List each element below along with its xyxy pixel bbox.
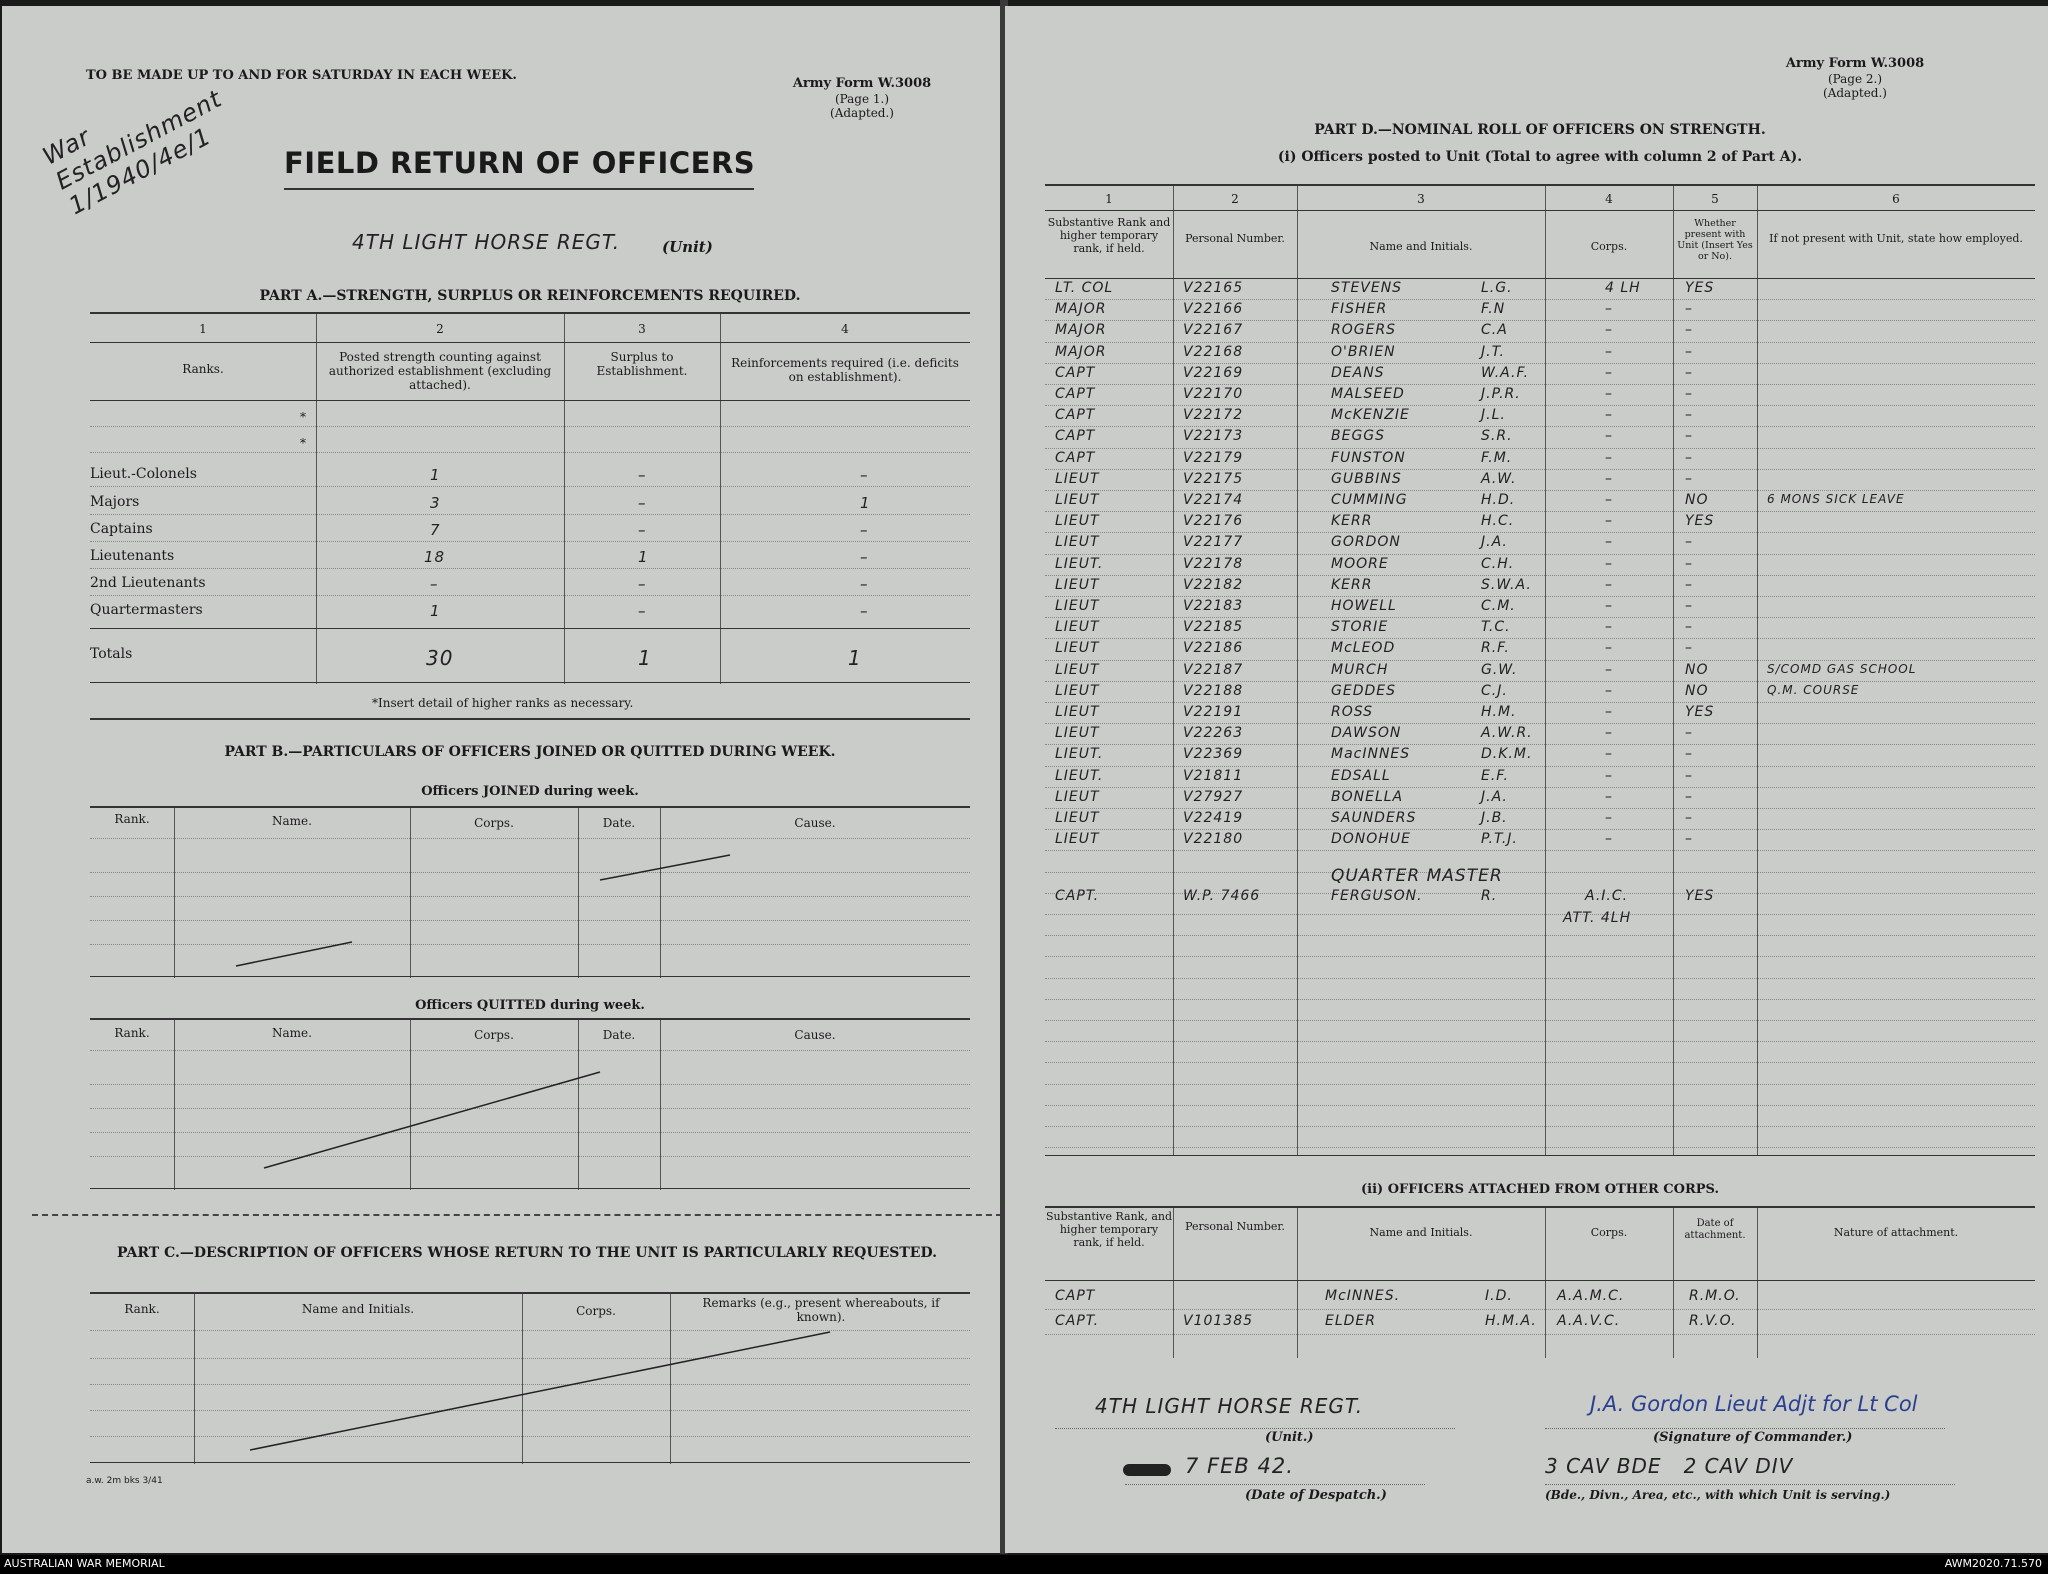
roll-present: – [1685, 364, 1693, 381]
roll-corps: – [1605, 322, 1613, 339]
roll-present: YES [1685, 888, 1715, 905]
form-adapted: (Adapted.) [1823, 86, 1887, 100]
roll-row [1045, 662, 2035, 683]
unit-name-handwritten: 4TH LIGHT HORSE REGT. [352, 230, 621, 254]
roll-row [1045, 280, 2035, 301]
roll-rank: CAPT [1055, 428, 1096, 445]
page-1 [2, 6, 1002, 1553]
roll-corps: – [1605, 619, 1613, 636]
col-number: 3 [638, 322, 646, 336]
roll-row [1045, 683, 2035, 704]
roll-body [1045, 278, 2035, 1156]
roll-row [1045, 598, 2035, 619]
roll-employed: S/COMD GAS SCHOOL [1767, 661, 1917, 676]
attached-body [1045, 1280, 2035, 1358]
roll-initials: R.F. [1481, 640, 1510, 657]
attached-rank: CAPT [1055, 1288, 1096, 1304]
roll-row [1045, 407, 2035, 428]
roll-initials: T.C. [1481, 619, 1511, 636]
roll-present: – [1685, 470, 1693, 487]
roll-number: V22168 [1183, 343, 1244, 360]
roll-corps: – [1605, 810, 1613, 826]
col-number: 1 [199, 322, 207, 336]
roll-rank: CAPT [1055, 407, 1096, 424]
roll-initials: J.T. [1481, 343, 1505, 360]
despatch-date-label: (Date of Despatch.) [1245, 1488, 1387, 1503]
roll-rank: LIEUT. [1055, 555, 1104, 572]
roll-number: V22177 [1183, 534, 1244, 551]
tear-line [32, 1214, 1002, 1216]
roll-initials: A.W. [1481, 470, 1517, 487]
roll-initials: J.A. [1481, 534, 1508, 551]
attached-name: ELDER [1325, 1313, 1376, 1329]
roll-present: NO [1685, 682, 1709, 699]
despatch-date-handwritten: 7 FEB 42. [1185, 1454, 1294, 1478]
roll-number: V22165 [1183, 280, 1244, 296]
roll-corps: – [1605, 746, 1613, 763]
margin-note: War Establishment 1/1940/4e/1 [38, 84, 227, 221]
roll-rank: CAPT. [1055, 888, 1100, 905]
roll-present: – [1685, 343, 1693, 360]
col-header-posted: Posted strength counting against authorized establishment (excluding attached). [328, 350, 552, 392]
col-number: 2 [436, 322, 444, 336]
roll-row [1045, 534, 2035, 555]
roll-corps: – [1605, 704, 1613, 720]
roll-name: GORDON [1331, 534, 1401, 551]
roll-employed: 6 MONS SICK LEAVE [1767, 492, 1905, 506]
roll-initials: C.J. [1481, 682, 1508, 699]
roll-initials: F.N [1481, 301, 1506, 318]
roll-rank: LIEUT [1055, 534, 1100, 551]
roll-number: V22369 [1183, 746, 1244, 763]
roll-row [1045, 301, 2035, 322]
roll-name: CUMMING [1331, 492, 1408, 508]
roll-present: – [1685, 301, 1693, 318]
cancel-stroke [90, 808, 970, 978]
roll-name: FISHER [1331, 301, 1388, 318]
roll-initials: F.M. [1481, 449, 1513, 466]
roll-initials: L.G. [1481, 280, 1513, 296]
attached-number: V101385 [1183, 1313, 1254, 1329]
joined-heading: Officers JOINED during week. [421, 784, 639, 799]
roll-row [1045, 386, 2035, 407]
roll-number: V22186 [1183, 640, 1244, 657]
roll-row [1045, 888, 2035, 909]
roll-present: NO [1685, 492, 1709, 508]
roll-number: V22263 [1183, 725, 1244, 742]
roll-corps: A.I.C. [1585, 888, 1629, 905]
col-header-ranks: Ranks. [182, 362, 224, 376]
roll-present: – [1685, 386, 1693, 402]
roll-row [1045, 428, 2035, 449]
roll-number: V22173 [1183, 428, 1244, 445]
unit-label: (Unit) [662, 238, 713, 256]
roll-initials: R. [1481, 888, 1498, 905]
roll-rank: LIEUT. [1055, 767, 1104, 784]
joined-table: Rank. Name. Corps. Date. Cause. [90, 806, 970, 978]
roll-rank: LIEUT. [1055, 746, 1104, 763]
roll-name: DONOHUE [1331, 831, 1411, 848]
page-2 [1005, 6, 2048, 1553]
roll-rank: CAPT [1055, 449, 1096, 466]
roll-rank: MAJOR [1055, 343, 1107, 360]
roll-name: MALSEED [1331, 386, 1405, 402]
part-a-row: Majors 3 – 1 [90, 494, 871, 512]
roll-present: – [1685, 788, 1693, 805]
roll-present: – [1685, 810, 1693, 826]
attached-corps: A.A.V.C. [1557, 1313, 1621, 1329]
roll-initials: C.H. [1481, 555, 1515, 572]
roll-number: V27927 [1183, 788, 1244, 805]
roll-rank: LIEUT [1055, 788, 1100, 805]
form-number: Army Form W.3008 [1785, 56, 1925, 71]
roll-name: KERR [1331, 576, 1373, 593]
roll-corps: – [1605, 449, 1613, 466]
attached-name: McINNES. [1325, 1288, 1401, 1304]
roll-corps: – [1605, 407, 1613, 424]
roll-row [1045, 492, 2035, 513]
roll-row [1045, 471, 2035, 492]
roll-row [1045, 577, 2035, 598]
col-number: 4 [841, 322, 849, 336]
roll-initials: W.A.F. [1481, 364, 1530, 381]
part-c-table: Rank. Name and Initials. Corps. Remarks (e.g., present whereabouts, if known). [90, 1292, 970, 1464]
attached-row [1045, 1288, 2035, 1309]
title-underline [284, 188, 754, 190]
roll-number: V22180 [1183, 831, 1244, 848]
roll-present: – [1685, 555, 1693, 572]
roll-row [1045, 725, 2035, 746]
roll-initials: P.T.J. [1481, 831, 1518, 848]
roll-rank: LIEUT [1055, 704, 1100, 720]
page-title: FIELD RETURN OF OFFICERS [284, 146, 756, 180]
roll-initials: G.W. [1481, 661, 1518, 678]
roll-number: V22419 [1183, 810, 1244, 826]
roll-initials: J.A. [1481, 788, 1508, 805]
part-a-totals: Totals 30 1 1 [90, 646, 862, 670]
roll-initials: D.K.M. [1481, 746, 1533, 763]
roll-row [1045, 619, 2035, 640]
roll-rank: MAJOR [1055, 301, 1107, 318]
roll-number: V21811 [1183, 767, 1244, 784]
roll-corps: – [1605, 576, 1613, 593]
roll-corps: – [1605, 513, 1613, 530]
attached-table: Substantive Rank, and higher temporary rank, if held. Personal Number. Name and Initials. Corps. Date of attachment. Nature of attachment. CAPT McINNES. I.D. A.A.M.C. R.M.O. CAPT. V101385 ELDER H.M.A. A.A.V.C. R.V.O. [1045, 1206, 2035, 1358]
roll-corps: – [1605, 788, 1613, 805]
top-instruction: TO BE MADE UP TO AND FOR SATURDAY IN EACH WEEK. [86, 68, 517, 83]
roll-number: V22178 [1183, 555, 1244, 572]
print-reference: a.w. 2m bks 3/41 [86, 1476, 163, 1486]
roll-present: YES [1685, 513, 1715, 530]
roll-employed: Q.M. COURSE [1767, 682, 1860, 697]
part-a-row: Captains 7 – – [90, 521, 869, 539]
roll-present: – [1685, 428, 1693, 445]
attached-initials: H.M.A. [1485, 1313, 1537, 1329]
roll-corps: – [1605, 598, 1613, 614]
roll-name: MacINNES [1331, 746, 1411, 763]
quitted-heading: Officers QUITTED during week. [415, 998, 645, 1013]
roll-corps: – [1605, 640, 1613, 657]
roll-initials: A.W.R. [1481, 725, 1533, 742]
asterisk: * [300, 410, 306, 424]
roll-rank: CAPT [1055, 386, 1096, 402]
roll-initials: E.F. [1481, 767, 1509, 784]
attached-nature: R.V.O. [1689, 1313, 1737, 1329]
attached-heading: (ii) OFFICERS ATTACHED FROM OTHER CORPS. [1360, 1182, 1719, 1197]
roll-present: – [1685, 767, 1693, 784]
roll-rank: LIEUT [1055, 810, 1100, 826]
roll-number: V22187 [1183, 661, 1244, 678]
roll-rank: LIEUT [1055, 492, 1100, 508]
roll-rank: LT. COL [1055, 280, 1114, 296]
form-page: (Page 2.) [1827, 72, 1883, 86]
roll-present: – [1685, 598, 1693, 614]
unit-label: (Unit.) [1265, 1430, 1314, 1445]
roll-initials: H.M. [1481, 704, 1517, 720]
roll-number: V22175 [1183, 470, 1244, 487]
roll-number: V22182 [1183, 576, 1244, 593]
roll-name: McKENZIE [1331, 407, 1410, 424]
quitted-table: Rank. Name. Corps. Date. Cause. [90, 1018, 970, 1190]
roll-corps: 4 LH [1605, 280, 1641, 296]
roll-rank: LIEUT [1055, 725, 1100, 742]
roll-initials: H.D. [1481, 492, 1516, 508]
form-page: (Page 1.) [834, 92, 890, 106]
roll-number: V22172 [1183, 407, 1244, 424]
roll-rank: LIEUT [1055, 831, 1100, 848]
part-a-heading: PART A.—STRENGTH, SURPLUS OR REINFORCEMENTS REQUIRED. [259, 288, 801, 304]
brigade-division-handwritten: 3 CAV BDE 2 CAV DIV [1545, 1454, 1794, 1478]
roll-number: V22185 [1183, 619, 1244, 636]
roll-corps: – [1605, 428, 1613, 445]
roll-corps: – [1605, 343, 1613, 360]
roll-rank: LIEUT [1055, 682, 1100, 699]
part-d-heading: PART D.—NOMINAL ROLL OF OFFICERS ON STRENGTH. [1314, 122, 1766, 138]
roll-name: GUBBINS [1331, 470, 1402, 487]
roll-name: DEANS [1331, 364, 1385, 381]
roll-name: GEDDES [1331, 682, 1396, 699]
attached-nature: R.M.O. [1689, 1288, 1741, 1304]
roll-rank: LIEUT [1055, 598, 1100, 614]
roll-name: BEGGS [1331, 428, 1386, 445]
attached-row [1045, 1313, 2035, 1334]
archive-footer [0, 1555, 2048, 1574]
roll-row [1045, 768, 2035, 789]
form-number: Army Form W.3008 [792, 76, 932, 91]
asterisk: * [300, 436, 306, 450]
roll-initials: S.R. [1481, 428, 1513, 445]
roll-corps: – [1605, 470, 1613, 487]
roll-rank: LIEUT [1055, 661, 1100, 678]
roll-rank: LIEUT [1055, 470, 1100, 487]
roll-name: MURCH [1331, 661, 1389, 678]
roll-name: BONELLA [1331, 788, 1404, 805]
roll-name: DAWSON [1331, 725, 1402, 742]
attached-rank: CAPT. [1055, 1313, 1100, 1329]
roll-present: – [1685, 640, 1693, 657]
roll-row [1045, 365, 2035, 386]
roll-number: V22169 [1183, 364, 1244, 381]
roll-rank: CAPT [1055, 364, 1096, 381]
roll-row [1045, 556, 2035, 577]
part-a-row: 2nd Lieutenants – – – [90, 575, 869, 593]
roll-corps: – [1605, 386, 1613, 402]
roll-present: – [1685, 746, 1693, 763]
roll-row [1045, 789, 2035, 810]
col-header-reinforcements: Reinforcements required (i.e. deficits on establishment). [731, 356, 959, 384]
roll-present: NO [1685, 661, 1709, 678]
cancel-stroke [90, 1020, 970, 1190]
roll-present: – [1685, 619, 1693, 636]
roll-present: YES [1685, 280, 1715, 296]
signature-label: (Signature of Commander.) [1653, 1430, 1853, 1445]
part-c-heading: PART C.—DESCRIPTION OF OFFICERS WHOSE RETURN TO THE UNIT IS PARTICULARLY REQUESTED. [117, 1245, 937, 1261]
part-a-row: Lieut.-Colonels 1 – – [90, 466, 869, 484]
roll-name: O'BRIEN [1331, 343, 1396, 360]
brigade-division-label: (Bde., Divn., Area, etc., with which Unit is serving.) [1545, 1488, 1891, 1502]
roll-rank: LIEUT [1055, 640, 1100, 657]
roll-name: ROSS [1331, 704, 1374, 720]
roll-row [1045, 450, 2035, 471]
roll-number: V22183 [1183, 598, 1244, 614]
archive-name: AUSTRALIAN WAR MEMORIAL [4, 1557, 165, 1570]
roll-name: FUNSTON [1331, 449, 1406, 466]
roll-corps: – [1605, 661, 1613, 678]
roll-row [1045, 344, 2035, 365]
roll-initials: C.A [1481, 322, 1508, 339]
roll-present: – [1685, 534, 1693, 551]
roll-rank: MAJOR [1055, 322, 1107, 339]
roll-name: HOWELL [1331, 598, 1397, 614]
roll-corps: – [1605, 831, 1613, 848]
roll-name: EDSALL [1331, 767, 1391, 784]
roll-number: V22191 [1183, 704, 1244, 720]
part-a-table [90, 312, 970, 684]
roll-number: W.P. 7466 [1183, 888, 1261, 905]
unit-name-handwritten: 4TH LIGHT HORSE REGT. [1095, 1394, 1364, 1418]
part-d-subheading: (i) Officers posted to Unit (Total to agree with column 2 of Part A). [1277, 149, 1803, 165]
roll-name: MOORE [1331, 555, 1389, 572]
roll-initials: J.P.R. [1481, 386, 1521, 402]
roll-name: McLEOD [1331, 640, 1396, 657]
cancel-stroke [90, 1294, 970, 1464]
roll-present: – [1685, 449, 1693, 466]
roll-rank: LIEUT [1055, 576, 1100, 593]
roll-rank: LIEUT [1055, 513, 1100, 530]
roll-row [1045, 704, 2035, 725]
roll-corps: – [1605, 555, 1613, 572]
roll-number: V22167 [1183, 322, 1244, 339]
roll-corps-attached: ATT. 4LH [1563, 909, 1632, 926]
roll-initials: J.L. [1481, 407, 1506, 424]
roll-present: – [1685, 725, 1693, 742]
roll-name: FERGUSON. [1331, 888, 1423, 905]
attached-corps: A.A.M.C. [1557, 1288, 1625, 1304]
commander-signature: J.A. Gordon Lieut Adjt for Lt Col [1590, 1392, 1918, 1416]
roll-corps: – [1605, 767, 1613, 784]
roll-initials: S.W.A. [1481, 576, 1532, 593]
roll-name: STEVENS [1331, 280, 1403, 296]
roll-corps: – [1605, 492, 1613, 508]
roll-row [1045, 322, 2035, 343]
col-header-surplus: Surplus to Establishment. [596, 350, 688, 378]
part-a-footnote: *Insert detail of higher ranks as necessary. [372, 696, 634, 710]
part-a-row: Quartermasters 1 – – [90, 602, 869, 620]
roll-row [1045, 746, 2035, 767]
roll-row [1045, 513, 2035, 534]
roll-row [1045, 810, 2035, 831]
roll-corps: – [1605, 534, 1613, 551]
roll-corps: – [1605, 301, 1613, 318]
roll-corps: – [1605, 682, 1613, 699]
part-b-heading: PART B.—PARTICULARS OF OFFICERS JOINED OR QUITTED DURING WEEK. [224, 744, 836, 760]
roll-number: V22174 [1183, 492, 1244, 508]
part-a-row: Lieutenants 18 1 – [90, 548, 869, 566]
roll-initials: J.B. [1481, 810, 1508, 826]
roll-present: – [1685, 831, 1693, 848]
roll-number: V22179 [1183, 449, 1244, 466]
roll-number: V22188 [1183, 682, 1244, 699]
redaction-mark [1123, 1464, 1171, 1476]
roll-number: V22170 [1183, 386, 1244, 402]
roll-row [1045, 831, 2035, 852]
roll-name: ROGERS [1331, 322, 1397, 339]
form-adapted: (Adapted.) [830, 106, 894, 120]
roll-initials: H.C. [1481, 513, 1515, 530]
roll-row [1045, 640, 2035, 661]
roll-initials: C.M. [1481, 598, 1516, 614]
quartermaster-label: QUARTER MASTER [1331, 866, 1503, 887]
attached-initials: I.D. [1485, 1288, 1513, 1304]
roll-name: SAUNDERS [1331, 810, 1417, 826]
roll-number: V22176 [1183, 513, 1244, 530]
roll-name: STORIE [1331, 619, 1389, 636]
roll-present: YES [1685, 704, 1715, 720]
divider [90, 718, 970, 720]
roll-present: – [1685, 576, 1693, 593]
roll-present: – [1685, 407, 1693, 424]
nominal-roll-table: 1 2 3 4 5 6 Substantive Rank and higher temporary rank, if held. Personal Number. Name and Initials. Corps. Whether present with Unit (Insert Yes or No). If not present with Unit, state how employed. LT. COL V22165 STEVENS L.G. 4 LH YES MAJOR V22166 FISHER F.N – – MAJOR V22167 ROGERS C.A – – MAJOR V22168 O'BRIEN J.T. – – CAPT V22169 DEANS W.A.F. – – CAPT V22170 MALSEED J.P.R. – – CAPT V22172 McKENZIE J.L. – – CAPT V22173 BEGGS S.R. – – CAPT V22179 FUNSTON F.M. – – LIEUT V22175 GUBBINS A.W. – – LIEUT V22174 CUMMING H.D. – NO 6 MONS SICK LEAVE LIEUT V22176 KERR H.C. – YES LIEUT V22177 GORDON J.A. – – LIEUT. V22178 MOORE C.H. – – LIEUT V22182 KERR S.W.A. – – LIEUT V22183 HOWELL C.M. – – LIEUT V22185 STORIE T.C. – – LIEUT V22186 McLEOD R.F. – – LIEUT V22187 MURCH G.W. – NO S/COMD GAS SCHOOL LIEUT V22188 GEDDES C.J. – NO Q.M. COURSE LIEUT V22191 ROSS H.M. – YES LIEUT V22263 DAWSON A.W.R. – – LIEUT. V22369 MacINNES D.K.M. – – LIEUT. V21811 EDSALL E.F. – – LIEUT V27927 BONELLA J.A. – – LIEUT V22419 SAUNDERS J.B. – – LIEUT V22180 DONOHUE P.T.J. – – QUARTER MASTER CAPT. W.P. 7466 FERGUSON. R. A.I.C. YES ATT. 4LH [1045, 184, 2035, 1156]
roll-present: – [1685, 322, 1693, 339]
roll-name: KERR [1331, 513, 1373, 530]
roll-rank: LIEUT [1055, 619, 1100, 636]
roll-number: V22166 [1183, 301, 1244, 318]
roll-corps: – [1605, 725, 1613, 742]
roll-corps: – [1605, 364, 1613, 381]
archive-reference: AWM2020.71.570 [1944, 1557, 2042, 1570]
